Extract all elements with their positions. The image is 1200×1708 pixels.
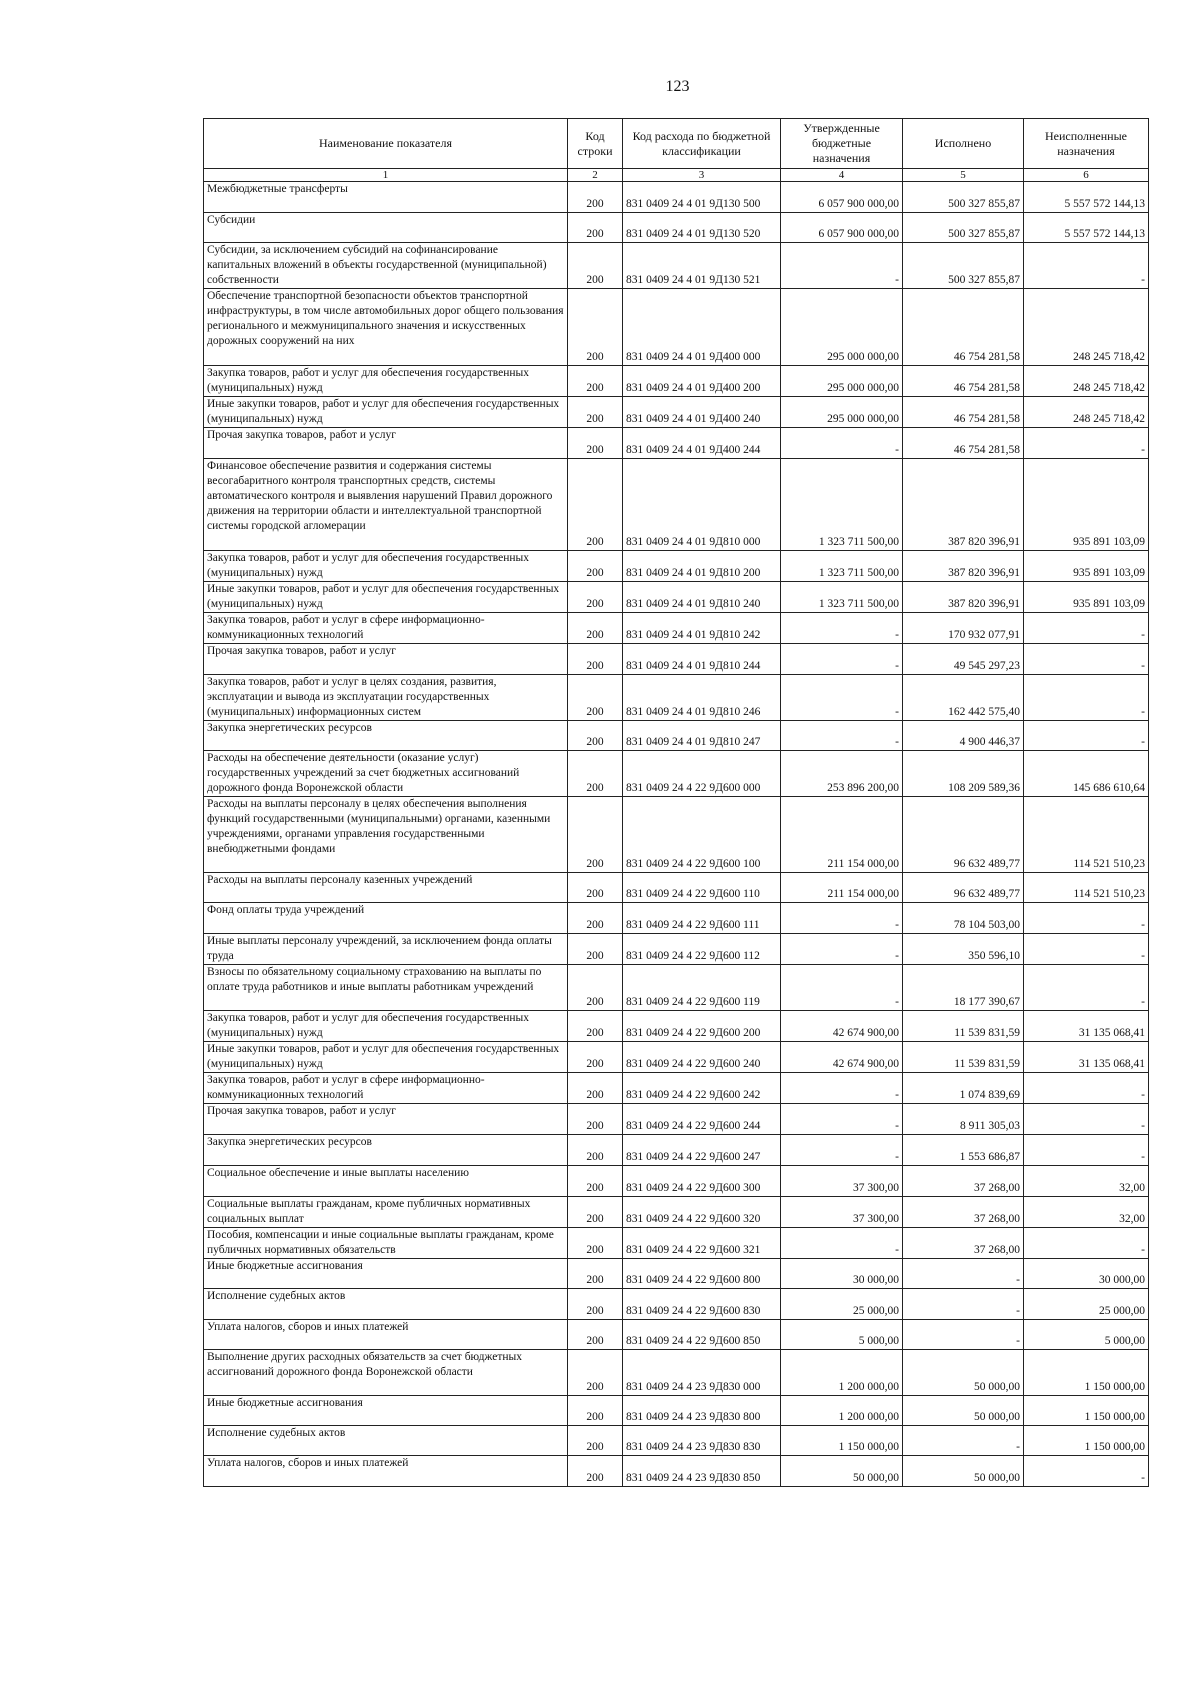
table-row: [204, 1456, 1149, 1487]
row-unexecuted-cell: -: [1024, 613, 1149, 644]
row-line-code-cell: 200: [568, 1197, 623, 1228]
row-executed-cell: 8 911 305,03: [903, 1104, 1024, 1135]
row-approved-cell: -: [781, 965, 903, 1011]
row-name-cell: Расходы на выплаты персоналу казенных учреждений: [204, 873, 568, 903]
row-name-cell: Обеспечение транспортной безопасности объектов транспортной инфраструктуры, в том числе автомобильных дорог общего пользования регионального и межмуниципального значения и искусственных дорожных сооружений на них: [204, 289, 568, 366]
row-line-code-cell: 200: [568, 1104, 623, 1135]
row-approved-cell: 6 057 900 000,00: [781, 182, 903, 213]
row-budget-code-cell: 831 0409 24 4 22 9Д600 850: [623, 1320, 781, 1350]
row-line-code-cell: 200: [568, 1289, 623, 1320]
row-budget-code-cell: 831 0409 24 4 22 9Д600 320: [623, 1197, 781, 1228]
row-budget-code-cell: 831 0409 24 4 01 9Д810 240: [623, 582, 781, 613]
table-row: [204, 613, 1149, 644]
row-name-cell: Иные закупки товаров, работ и услуг для обеспечения государственных (муниципальных) нужд: [204, 1042, 568, 1073]
row-executed-cell: 500 327 855,87: [903, 243, 1024, 289]
row-budget-code-cell: 831 0409 24 4 22 9Д600 800: [623, 1259, 781, 1289]
row-budget-code-cell: 831 0409 24 4 01 9Д810 246: [623, 675, 781, 721]
row-unexecuted-cell: 1 150 000,00: [1024, 1396, 1149, 1426]
row-name-cell: Пособия, компенсации и иные социальные выплаты гражданам, кроме публичных нормативных обязательств: [204, 1228, 568, 1259]
row-executed-cell: 500 327 855,87: [903, 213, 1024, 243]
row-budget-code-cell: 831 0409 24 4 22 9Д600 112: [623, 934, 781, 965]
row-executed-cell: 46 754 281,58: [903, 428, 1024, 459]
row-name-cell: Субсидии, за исключением субсидий на софинансирование капитальных вложений в объекты государственной (муниципальной) собственности: [204, 243, 568, 289]
row-approved-cell: 1 323 711 500,00: [781, 582, 903, 613]
table-row: [204, 1135, 1149, 1166]
table-row: [204, 289, 1149, 366]
row-name-cell: Иные бюджетные ассигнования: [204, 1259, 568, 1289]
row-approved-cell: -: [781, 243, 903, 289]
table-row: [204, 1320, 1149, 1350]
row-budget-code-cell: 831 0409 24 4 22 9Д600 110: [623, 873, 781, 903]
row-approved-cell: 30 000,00: [781, 1259, 903, 1289]
row-unexecuted-cell: -: [1024, 1135, 1149, 1166]
row-executed-cell: 96 632 489,77: [903, 873, 1024, 903]
row-line-code-cell: 200: [568, 366, 623, 397]
row-line-code-cell: 200: [568, 675, 623, 721]
table-header-row: [204, 119, 1149, 169]
row-name-cell: Расходы на выплаты персоналу в целях обеспечения выполнения функций государственными (муниципальными) органами, казенными учреждениями, органами управления государственными внебюджетными фондами: [204, 797, 568, 873]
row-budget-code-cell: 831 0409 24 4 01 9Д810 244: [623, 644, 781, 675]
row-executed-cell: 96 632 489,77: [903, 797, 1024, 873]
row-approved-cell: 1 150 000,00: [781, 1426, 903, 1456]
row-budget-code-cell: 831 0409 24 4 23 9Д830 850: [623, 1456, 781, 1487]
row-line-code-cell: 200: [568, 797, 623, 873]
row-name-cell: Иные выплаты персоналу учреждений, за исключением фонда оплаты труда: [204, 934, 568, 965]
row-line-code-cell: 200: [568, 1426, 623, 1456]
row-name-cell: Закупка энергетических ресурсов: [204, 1135, 568, 1166]
row-unexecuted-cell: 248 245 718,42: [1024, 289, 1149, 366]
row-budget-code-cell: 831 0409 24 4 22 9Д600 111: [623, 903, 781, 934]
row-unexecuted-cell: 935 891 103,09: [1024, 459, 1149, 551]
column-header-name: Наименование показателя: [204, 119, 568, 169]
row-unexecuted-cell: 25 000,00: [1024, 1289, 1149, 1320]
row-name-cell: Социальные выплаты гражданам, кроме публичных нормативных социальных выплат: [204, 1197, 568, 1228]
row-approved-cell: 5 000,00: [781, 1320, 903, 1350]
row-budget-code-cell: 831 0409 24 4 22 9Д600 244: [623, 1104, 781, 1135]
row-line-code-cell: 200: [568, 551, 623, 582]
row-unexecuted-cell: -: [1024, 1228, 1149, 1259]
row-budget-code-cell: 831 0409 24 4 22 9Д600 321: [623, 1228, 781, 1259]
row-line-code-cell: 200: [568, 1396, 623, 1426]
row-approved-cell: 6 057 900 000,00: [781, 213, 903, 243]
row-approved-cell: 37 300,00: [781, 1197, 903, 1228]
table-row: [204, 1166, 1149, 1197]
row-line-code-cell: 200: [568, 459, 623, 551]
row-budget-code-cell: 831 0409 24 4 22 9Д600 000: [623, 751, 781, 797]
row-executed-cell: -: [903, 1320, 1024, 1350]
row-executed-cell: 4 900 446,37: [903, 721, 1024, 751]
row-line-code-cell: 200: [568, 613, 623, 644]
row-line-code-cell: 200: [568, 1166, 623, 1197]
row-unexecuted-cell: -: [1024, 934, 1149, 965]
column-header-line-code: Код строки: [568, 119, 623, 169]
row-approved-cell: 1 323 711 500,00: [781, 459, 903, 551]
row-line-code-cell: 200: [568, 213, 623, 243]
row-executed-cell: 162 442 575,40: [903, 675, 1024, 721]
table-row: [204, 459, 1149, 551]
table-row: [204, 1228, 1149, 1259]
row-unexecuted-cell: -: [1024, 1456, 1149, 1487]
row-name-cell: Уплата налогов, сборов и иных платежей: [204, 1320, 568, 1350]
row-unexecuted-cell: -: [1024, 1073, 1149, 1104]
row-executed-cell: 49 545 297,23: [903, 644, 1024, 675]
table-row: [204, 1197, 1149, 1228]
row-approved-cell: 295 000 000,00: [781, 397, 903, 428]
row-line-code-cell: 200: [568, 428, 623, 459]
row-approved-cell: -: [781, 428, 903, 459]
table-row: [204, 243, 1149, 289]
row-budget-code-cell: 831 0409 24 4 01 9Д400 240: [623, 397, 781, 428]
row-line-code-cell: 200: [568, 1228, 623, 1259]
table-row: [204, 1289, 1149, 1320]
table-row: [204, 903, 1149, 934]
row-unexecuted-cell: 30 000,00: [1024, 1259, 1149, 1289]
row-executed-cell: 1 074 839,69: [903, 1073, 1024, 1104]
row-name-cell: Взносы по обязательному социальному страхованию на выплаты по оплате труда работников и иные выплаты работникам учреждений: [204, 965, 568, 1011]
row-approved-cell: 42 674 900,00: [781, 1011, 903, 1042]
table-row: [204, 582, 1149, 613]
row-unexecuted-cell: 1 150 000,00: [1024, 1426, 1149, 1456]
row-unexecuted-cell: -: [1024, 903, 1149, 934]
row-unexecuted-cell: 5 557 572 144,13: [1024, 182, 1149, 213]
column-number-row: [204, 169, 1149, 182]
row-budget-code-cell: 831 0409 24 4 22 9Д600 119: [623, 965, 781, 1011]
table-row: [204, 1350, 1149, 1396]
row-unexecuted-cell: -: [1024, 965, 1149, 1011]
row-line-code-cell: 200: [568, 243, 623, 289]
row-name-cell: Иные закупки товаров, работ и услуг для обеспечения государственных (муниципальных) нужд: [204, 397, 568, 428]
column-number: 1: [204, 169, 568, 182]
row-budget-code-cell: 831 0409 24 4 23 9Д830 800: [623, 1396, 781, 1426]
table-row: [204, 182, 1149, 213]
row-unexecuted-cell: 1 150 000,00: [1024, 1350, 1149, 1396]
row-executed-cell: 11 539 831,59: [903, 1042, 1024, 1073]
row-line-code-cell: 200: [568, 1042, 623, 1073]
row-executed-cell: 11 539 831,59: [903, 1011, 1024, 1042]
row-line-code-cell: 200: [568, 934, 623, 965]
row-line-code-cell: 200: [568, 1456, 623, 1487]
row-executed-cell: -: [903, 1259, 1024, 1289]
row-budget-code-cell: 831 0409 24 4 01 9Д810 200: [623, 551, 781, 582]
row-name-cell: Закупка товаров, работ и услуг для обеспечения государственных (муниципальных) нужд: [204, 1011, 568, 1042]
table-row: [204, 1396, 1149, 1426]
row-unexecuted-cell: 32,00: [1024, 1197, 1149, 1228]
row-approved-cell: -: [781, 644, 903, 675]
row-name-cell: Закупка товаров, работ и услуг в сфере информационно-коммуникационных технологий: [204, 1073, 568, 1104]
row-approved-cell: -: [781, 675, 903, 721]
table-row: [204, 797, 1149, 873]
row-line-code-cell: 200: [568, 1073, 623, 1104]
row-executed-cell: 170 932 077,91: [903, 613, 1024, 644]
row-line-code-cell: 200: [568, 965, 623, 1011]
page-number: 123: [665, 78, 690, 95]
column-number: 3: [623, 169, 781, 182]
row-approved-cell: -: [781, 1135, 903, 1166]
row-budget-code-cell: 831 0409 24 4 22 9Д600 200: [623, 1011, 781, 1042]
row-approved-cell: 42 674 900,00: [781, 1042, 903, 1073]
row-name-cell: Исполнение судебных актов: [204, 1289, 568, 1320]
row-unexecuted-cell: 145 686 610,64: [1024, 751, 1149, 797]
row-line-code-cell: 200: [568, 1135, 623, 1166]
column-header-executed: Исполнено: [903, 119, 1024, 169]
row-executed-cell: 387 820 396,91: [903, 459, 1024, 551]
row-budget-code-cell: 831 0409 24 4 01 9Д130 520: [623, 213, 781, 243]
row-executed-cell: 108 209 589,36: [903, 751, 1024, 797]
row-budget-code-cell: 831 0409 24 4 22 9Д600 242: [623, 1073, 781, 1104]
row-line-code-cell: 200: [568, 644, 623, 675]
row-name-cell: Расходы на обеспечение деятельности (оказание услуг) государственных учреждений за счет бюджетных ассигнований дорожного фонда Воронежской области: [204, 751, 568, 797]
row-unexecuted-cell: 32,00: [1024, 1166, 1149, 1197]
row-approved-cell: 295 000 000,00: [781, 289, 903, 366]
table-row: [204, 873, 1149, 903]
row-unexecuted-cell: -: [1024, 243, 1149, 289]
row-name-cell: Закупка товаров, работ и услуг для обеспечения государственных (муниципальных) нужд: [204, 551, 568, 582]
row-executed-cell: 50 000,00: [903, 1350, 1024, 1396]
row-approved-cell: -: [781, 1073, 903, 1104]
row-name-cell: Иные бюджетные ассигнования: [204, 1396, 568, 1426]
row-executed-cell: 78 104 503,00: [903, 903, 1024, 934]
row-budget-code-cell: 831 0409 24 4 01 9Д810 247: [623, 721, 781, 751]
row-executed-cell: 350 596,10: [903, 934, 1024, 965]
row-approved-cell: 25 000,00: [781, 1289, 903, 1320]
row-line-code-cell: 200: [568, 903, 623, 934]
row-executed-cell: 387 820 396,91: [903, 582, 1024, 613]
row-name-cell: Прочая закупка товаров, работ и услуг: [204, 428, 568, 459]
row-budget-code-cell: 831 0409 24 4 01 9Д130 500: [623, 182, 781, 213]
row-budget-code-cell: 831 0409 24 4 22 9Д600 100: [623, 797, 781, 873]
table-row: [204, 1011, 1149, 1042]
row-unexecuted-cell: 5 000,00: [1024, 1320, 1149, 1350]
table-row: [204, 934, 1149, 965]
table-row: [204, 675, 1149, 721]
row-name-cell: Закупка товаров, работ и услуг для обеспечения государственных (муниципальных) нужд: [204, 366, 568, 397]
row-line-code-cell: 200: [568, 289, 623, 366]
table-body: [204, 182, 1149, 1487]
row-unexecuted-cell: 31 135 068,41: [1024, 1011, 1149, 1042]
table-row: [204, 397, 1149, 428]
column-number: 4: [781, 169, 903, 182]
row-name-cell: Прочая закупка товаров, работ и услуг: [204, 644, 568, 675]
column-header-approved: Утвержденные бюджетные назначения: [781, 119, 903, 169]
row-name-cell: Субсидии: [204, 213, 568, 243]
row-name-cell: Прочая закупка товаров, работ и услуг: [204, 1104, 568, 1135]
row-budget-code-cell: 831 0409 24 4 22 9Д600 300: [623, 1166, 781, 1197]
row-name-cell: Закупка товаров, работ и услуг в целях создания, развития, эксплуатации и вывода из эксплуатации государственных (муниципальных) информационных систем: [204, 675, 568, 721]
row-executed-cell: 37 268,00: [903, 1166, 1024, 1197]
row-executed-cell: 500 327 855,87: [903, 182, 1024, 213]
row-executed-cell: 18 177 390,67: [903, 965, 1024, 1011]
row-name-cell: Межбюджетные трансферты: [204, 182, 568, 213]
row-budget-code-cell: 831 0409 24 4 01 9Д810 242: [623, 613, 781, 644]
row-line-code-cell: 200: [568, 1011, 623, 1042]
row-executed-cell: 50 000,00: [903, 1396, 1024, 1426]
row-approved-cell: -: [781, 903, 903, 934]
row-line-code-cell: 200: [568, 397, 623, 428]
row-approved-cell: 37 300,00: [781, 1166, 903, 1197]
row-budget-code-cell: 831 0409 24 4 01 9Д400 244: [623, 428, 781, 459]
row-approved-cell: -: [781, 1104, 903, 1135]
row-budget-code-cell: 831 0409 24 4 01 9Д130 521: [623, 243, 781, 289]
table-row: [204, 644, 1149, 675]
row-name-cell: Закупка товаров, работ и услуг в сфере информационно-коммуникационных технологий: [204, 613, 568, 644]
table-row: [204, 1104, 1149, 1135]
table-row: [204, 366, 1149, 397]
row-name-cell: Уплата налогов, сборов и иных платежей: [204, 1456, 568, 1487]
row-line-code-cell: 200: [568, 582, 623, 613]
row-approved-cell: 1 200 000,00: [781, 1350, 903, 1396]
row-name-cell: Иные закупки товаров, работ и услуг для обеспечения государственных (муниципальных) нужд: [204, 582, 568, 613]
row-executed-cell: 50 000,00: [903, 1456, 1024, 1487]
row-line-code-cell: 200: [568, 1320, 623, 1350]
row-name-cell: Закупка энергетических ресурсов: [204, 721, 568, 751]
row-line-code-cell: 200: [568, 751, 623, 797]
table-row: [204, 428, 1149, 459]
row-approved-cell: 211 154 000,00: [781, 797, 903, 873]
row-budget-code-cell: 831 0409 24 4 22 9Д600 830: [623, 1289, 781, 1320]
row-approved-cell: 211 154 000,00: [781, 873, 903, 903]
row-budget-code-cell: 831 0409 24 4 23 9Д830 830: [623, 1426, 781, 1456]
row-executed-cell: 46 754 281,58: [903, 289, 1024, 366]
row-line-code-cell: 200: [568, 1350, 623, 1396]
column-number: 5: [903, 169, 1024, 182]
row-approved-cell: -: [781, 721, 903, 751]
row-executed-cell: 46 754 281,58: [903, 397, 1024, 428]
column-number: 6: [1024, 169, 1149, 182]
row-executed-cell: 37 268,00: [903, 1197, 1024, 1228]
row-executed-cell: 37 268,00: [903, 1228, 1024, 1259]
row-approved-cell: 1 200 000,00: [781, 1396, 903, 1426]
row-budget-code-cell: 831 0409 24 4 22 9Д600 240: [623, 1042, 781, 1073]
row-executed-cell: 46 754 281,58: [903, 366, 1024, 397]
row-unexecuted-cell: 935 891 103,09: [1024, 582, 1149, 613]
row-unexecuted-cell: 5 557 572 144,13: [1024, 213, 1149, 243]
table-row: [204, 751, 1149, 797]
row-line-code-cell: 200: [568, 721, 623, 751]
row-unexecuted-cell: 248 245 718,42: [1024, 366, 1149, 397]
row-unexecuted-cell: -: [1024, 675, 1149, 721]
row-unexecuted-cell: -: [1024, 1104, 1149, 1135]
row-line-code-cell: 200: [568, 182, 623, 213]
row-executed-cell: 1 553 686,87: [903, 1135, 1024, 1166]
column-number: 2: [568, 169, 623, 182]
row-executed-cell: -: [903, 1289, 1024, 1320]
table-row: [204, 1073, 1149, 1104]
row-name-cell: Выполнение других расходных обязательств за счет бюджетных ассигнований дорожного фонда Воронежской области: [204, 1350, 568, 1396]
table-row: [204, 1259, 1149, 1289]
row-approved-cell: -: [781, 1228, 903, 1259]
table-row: [204, 965, 1149, 1011]
row-unexecuted-cell: -: [1024, 721, 1149, 751]
row-unexecuted-cell: 248 245 718,42: [1024, 397, 1149, 428]
row-unexecuted-cell: 114 521 510,23: [1024, 873, 1149, 903]
row-budget-code-cell: 831 0409 24 4 23 9Д830 000: [623, 1350, 781, 1396]
row-approved-cell: 1 323 711 500,00: [781, 551, 903, 582]
row-unexecuted-cell: -: [1024, 644, 1149, 675]
table-row: [204, 721, 1149, 751]
row-approved-cell: 295 000 000,00: [781, 366, 903, 397]
row-name-cell: Финансовое обеспечение развития и содержания системы весогабаритного контроля транспортных средств, системы автоматического контроля и выявления нарушений Правил дорожного движения на территории области и интеллектуальной транспортной системы городской агломерации: [204, 459, 568, 551]
row-line-code-cell: 200: [568, 1259, 623, 1289]
row-unexecuted-cell: 935 891 103,09: [1024, 551, 1149, 582]
column-header-unexecuted: Неисполненные назначения: [1024, 119, 1149, 169]
table-row: [204, 213, 1149, 243]
table-row: [204, 551, 1149, 582]
row-budget-code-cell: 831 0409 24 4 22 9Д600 247: [623, 1135, 781, 1166]
table-row: [204, 1426, 1149, 1456]
row-executed-cell: 387 820 396,91: [903, 551, 1024, 582]
row-budget-code-cell: 831 0409 24 4 01 9Д810 000: [623, 459, 781, 551]
row-name-cell: Социальное обеспечение и иные выплаты населению: [204, 1166, 568, 1197]
row-unexecuted-cell: 114 521 510,23: [1024, 797, 1149, 873]
row-executed-cell: -: [903, 1426, 1024, 1456]
row-name-cell: Фонд оплаты труда учреждений: [204, 903, 568, 934]
row-budget-code-cell: 831 0409 24 4 01 9Д400 000: [623, 289, 781, 366]
table-row: [204, 1042, 1149, 1073]
row-name-cell: Исполнение судебных актов: [204, 1426, 568, 1456]
row-budget-code-cell: 831 0409 24 4 01 9Д400 200: [623, 366, 781, 397]
row-approved-cell: -: [781, 613, 903, 644]
row-approved-cell: 50 000,00: [781, 1456, 903, 1487]
budget-execution-table: [203, 118, 1149, 1487]
row-unexecuted-cell: -: [1024, 428, 1149, 459]
row-unexecuted-cell: 31 135 068,41: [1024, 1042, 1149, 1073]
column-header-budget-code: Код расхода по бюджетной классификации: [623, 119, 781, 169]
row-approved-cell: -: [781, 934, 903, 965]
row-approved-cell: 253 896 200,00: [781, 751, 903, 797]
row-line-code-cell: 200: [568, 873, 623, 903]
